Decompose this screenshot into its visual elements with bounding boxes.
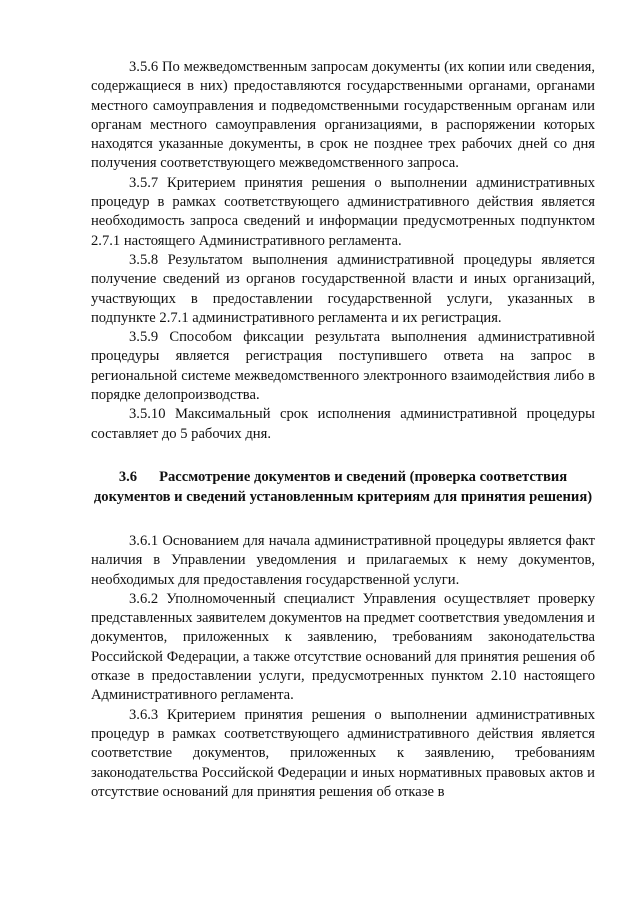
document-page [91, 58, 595, 802]
paragraph-3-6-2: 3.6.2 Уполномоченный специалист Управления осуществляет проверку представленных заявителем документов на предмет соответствия уведомления и документов, приложенных к заявлению, требованиям законодательства Российской Федерации, а также отсутствие оснований для принятия решения об отказе в предоставлении услуги, предусмотренных пунктом 2.10 настоящего Административного регламента. [91, 590, 595, 704]
section-title: Рассмотрение документов и сведений (проверка соответствия документов и сведений установленным критериям для принятия решения) [93, 468, 593, 505]
paragraph-3-5-8: 3.5.8 Результатом выполнения административной процедуры является получение сведений из органов государственной власти и иных организаций, участвующих в предоставлении государственной услуги, указанных в подпункте 2.7.1 административного регламента и их регистрация. [91, 251, 595, 326]
paragraph-3-5-6: 3.5.6 По межведомственным запросам документы (их копии или сведения, содержащиеся в них) предоставляются государственными органами, органами местного самоуправления и подведомственными государственным органам или органам местного самоуправления организациями, в распоряжении которых находятся указанные документы, в срок не позднее трех рабочих дней со дня получения соответствующего межведомственного запроса. [91, 59, 595, 172]
paragraph-3-5-7: 3.5.7 Критерием принятия решения о выполнении административных процедур в рамках соответствующего административного действия является необходимость запроса сведений и информации предусмотренных подпунктом 2.7.1 настоящего Административного регламента. [91, 174, 595, 249]
paragraph-3-6-3: 3.6.3 Критерием принятия решения о выполнении административных процедур в рамках соответствующего административного действия является соответствие документов, приложенных к заявлению, требованиям законодательства Российской Федерации и иных нормативных правовых актов и отсутствие оснований для принятия решения об отказе в [91, 706, 595, 800]
section-number: 3.6 [118, 468, 138, 485]
paragraph-3-5-9: 3.5.9 Способом фиксации результата выполнения административной процедуры является регистрация поступившего ответа на запрос в региональной системе межведомственного электронного взаимодействия либо в порядке делопроизводства. [91, 329, 595, 404]
paragraph-3-6-1: 3.6.1 Основанием для начала административной процедуры является факт наличия в Управлении уведомления и прилагаемых к нему документов, необходимых для предоставления государственной услуги. [91, 532, 595, 588]
section-heading [91, 467, 595, 507]
paragraph-3-5-10: 3.5.10 Максимальный срок исполнения административной процедуры составляет до 5 рабочих дня. [91, 406, 595, 442]
